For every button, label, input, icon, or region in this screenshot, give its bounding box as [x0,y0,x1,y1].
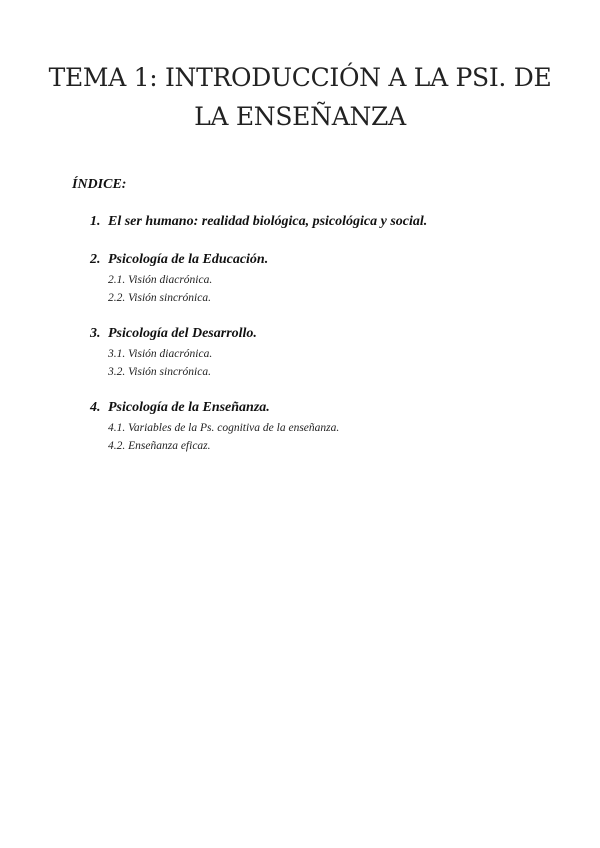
toc-section-label: Psicología de la Educación. [108,252,269,267]
toc-section-number: 1. [90,214,101,229]
toc-section-number: 4. [90,400,101,415]
toc-section-number: 3. [90,326,101,341]
toc-section-number: 2. [90,252,101,267]
toc-subsection: 3.2. Visión sincrónica. [108,366,211,378]
toc-subsection: 2.1. Visión diacrónica. [108,274,213,286]
toc-section-title [90,326,257,342]
toc-section-1 [90,214,427,230]
toc-section-title [90,214,427,230]
toc-section-label: El ser humano: realidad biológica, psicológica y social. [108,214,428,229]
toc-section-2 [90,252,268,307]
toc-section-label: Psicología del Desarrollo. [108,326,257,341]
toc-section-label: Psicología de la Enseñanza. [108,400,270,415]
page-title-line-1: TEMA 1: INTRODUCCIÓN A LA PSI. DE [48,63,552,92]
toc-section-4 [90,400,339,455]
toc-subsection: 2.2. Visión sincrónica. [108,292,211,304]
toc-section-3 [90,326,257,381]
toc-subsection: 4.1. Variables de la Ps. cognitiva de la enseñanza. [108,422,340,434]
page-title-line-2: LA ENSEÑANZA [194,102,406,131]
page-title [40,58,560,136]
toc-subsection: 4.2. Enseñanza eficaz. [108,440,211,452]
index-heading: ÍNDICE: [72,177,127,192]
toc-subsection: 3.1. Visión diacrónica. [108,348,213,360]
toc-section-title [90,400,339,416]
toc-section-title [90,252,268,268]
